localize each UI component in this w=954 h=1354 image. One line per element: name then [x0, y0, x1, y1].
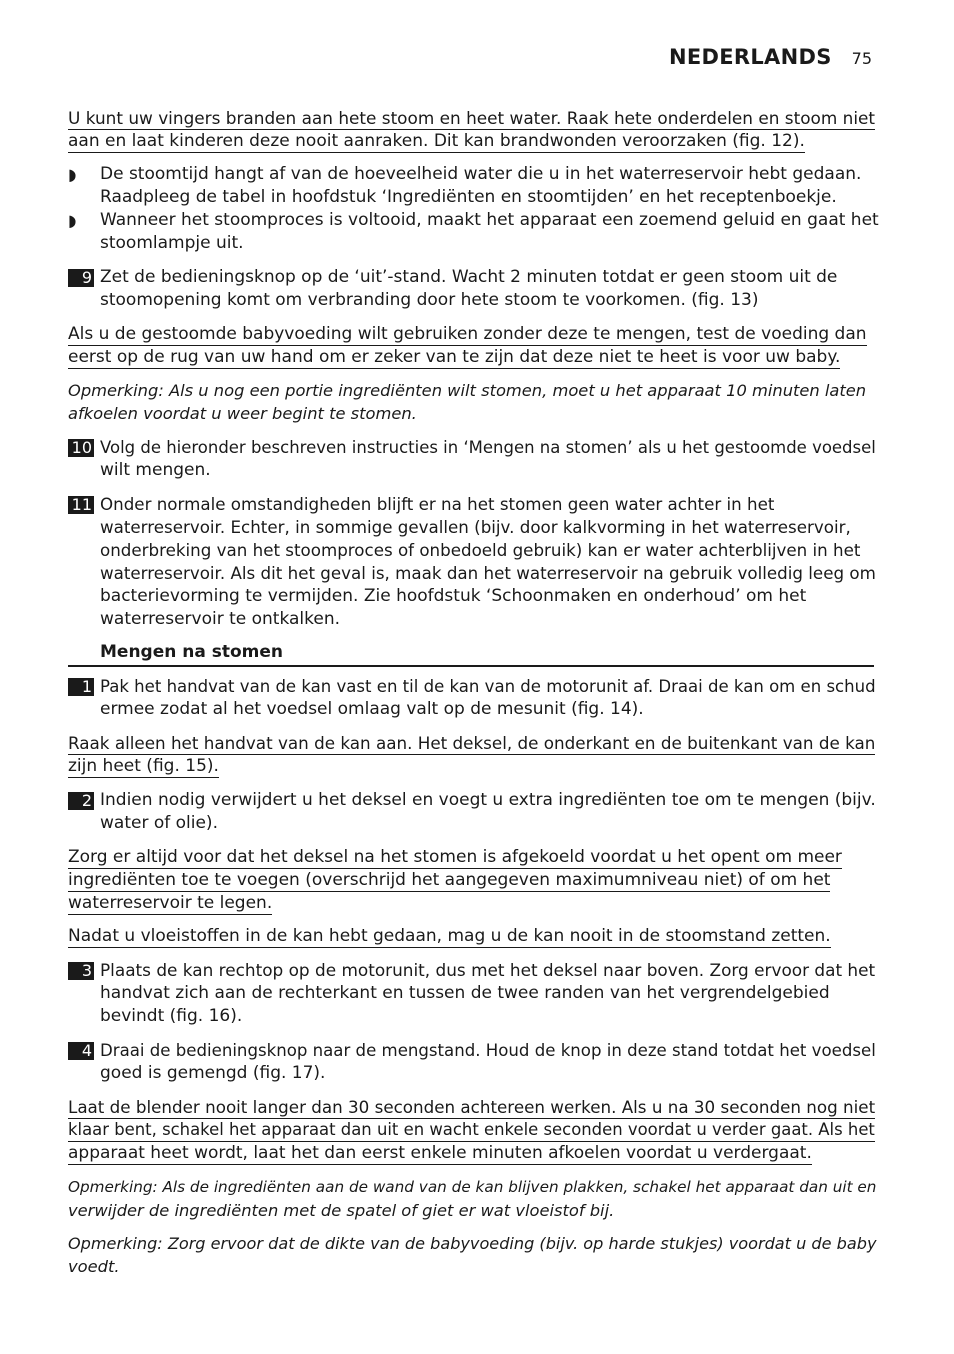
bullet-line: De stoomtijd hangt af van de hoeveelheid water die u in het waterreservoir hebt gedaan. — [100, 164, 862, 184]
warning-test-food-temperature — [68, 323, 867, 369]
step-number-badge: 11 — [68, 496, 94, 514]
warning-line: aan en laat kinderen deze nooit aanraken. Dit kan brandwonden veroorzaken (fig. 12). — [68, 131, 805, 151]
warning-line: Laat de blender nooit langer dan 30 seconden achtereen werken. Als u na 30 seconden nog niet — [68, 1097, 876, 1117]
step-number-badge: 1 — [68, 678, 94, 696]
section-heading — [68, 641, 874, 667]
step-line: Zet de bedieningsknop op de ‘uit’-stand. Wacht 2 minuten totdat er geen stoom uit de — [100, 267, 838, 287]
note-line: voedt. — [68, 1257, 120, 1276]
warning-line: waterreservoir te legen. — [68, 893, 273, 913]
bullet-line: Raadpleeg de tabel in hoofdstuk ‘Ingrediënten en stoomtijden’ en het receptenboekje. — [100, 187, 837, 207]
note-cooldown — [68, 379, 866, 425]
step-line: Pak het handvat van de kan vast en til de kan van de motorunit af. Draai de kan om en schud — [100, 677, 876, 696]
bullet-line: Wanneer het stoomproces is voltooid, maakt het apparaat een zoemend geluid en gaat het — [100, 210, 879, 230]
page-header — [669, 45, 872, 69]
step-10 — [68, 436, 874, 482]
bullet-item — [68, 209, 879, 255]
page-number: 75 — [851, 49, 872, 68]
step-line: handvat zich aan de rechterkant en tussen de twee randen van het vergrendelgebied — [100, 983, 830, 1003]
warning-lid-cooled — [68, 846, 842, 915]
note-line: Opmerking: Als de ingrediënten aan de wand van de kan blijven plakken, schakel het apparaat dan uit en — [68, 1178, 877, 1196]
step-line: Indien nodig verwijdert u het deksel en voegt u extra ingrediënten toe om te mengen (bijv. — [100, 790, 876, 810]
warning-line: Als u de gestoomde babyvoeding wilt gebruiken zonder deze te mengen, test de voeding dan — [68, 324, 867, 344]
warning-blender-time — [68, 1096, 875, 1165]
step-number-badge: 10 — [68, 439, 94, 457]
note-line: Opmerking: Als u nog een portie ingrediënten wilt stomen, moet u het apparaat 10 minuten laten — [68, 381, 867, 400]
step-11 — [68, 493, 874, 631]
step-number-badge: 3 — [68, 962, 94, 980]
step-line: waterreservoir. Als dit het geval is, maak dan het waterreservoir na gebruik volledig leeg om — [100, 564, 876, 583]
note-food-thickness — [68, 1232, 876, 1278]
warning-jar-handle — [68, 732, 875, 778]
step-line: stoomopening komt om verbranding door hete stoom te voorkomen. (fig. 13) — [100, 290, 759, 310]
step-line: water of olie). — [100, 813, 218, 833]
warning-line: zijn heet (fig. 15). — [68, 756, 219, 776]
warning-liquids — [68, 925, 831, 948]
mix-step-4 — [68, 1039, 874, 1085]
warning-line: klaar bent, schakel het apparaat dan uit en wacht enkele seconden voordat u verder gaat. Als het — [68, 1119, 875, 1142]
step-number-badge: 2 — [68, 792, 94, 810]
warning-line: Nadat u vloeistoffen in de kan hebt gedaan, mag u de kan nooit in de stoomstand zetten. — [68, 926, 831, 946]
warning-hot-steam — [68, 107, 875, 153]
step-line: goed is gemengd (fig. 17). — [100, 1063, 326, 1083]
warning-line: Raak alleen het handvat van de kan aan. Het deksel, de onderkant en de buitenkant van de kan — [68, 733, 876, 753]
step-line: bacterievorming te vermijden. Zie hoofdstuk ‘Schoonmaken en onderhoud’ om het — [100, 586, 807, 606]
mix-step-1 — [68, 675, 874, 721]
bullet-item — [68, 163, 874, 209]
step-line: waterreservoir. Echter, in sommige gevallen (bijv. door kalkvorming in het waterreservoir, — [100, 518, 851, 537]
step-line: bevindt (fig. 16). — [100, 1006, 243, 1026]
warning-line: eerst op de rug van uw hand om er zeker van te zijn dat deze niet te heet is voor uw baby. — [68, 347, 841, 367]
bullet-icon: ◗ — [68, 165, 77, 184]
note-line: Opmerking: Zorg ervoor dat de dikte van de babyvoeding (bijv. op harde stukjes) voordat u de baby — [68, 1234, 877, 1253]
step-line: Plaats de kan rechtop op de motorunit, dus met het deksel naar boven. Zorg ervoor dat het — [100, 960, 876, 980]
note-sticking-ingredients — [68, 1176, 876, 1222]
warning-line: apparaat heet wordt, laat het dan eerst enkele minuten afkoelen voordat u verdergaat. — [68, 1143, 812, 1163]
step-line: Onder normale omstandigheden blijft er na het stomen geen water achter in het — [100, 495, 775, 514]
step-line: Draai de bedieningsknop naar de mengstand. Houd de knop in deze stand totdat het voedsel — [100, 1041, 876, 1060]
bullet-line: stoomlampje uit. — [100, 233, 244, 253]
warning-line: U kunt uw vingers branden aan hete stoom en heet water. Raak hete onderdelen en stoom niet — [68, 108, 876, 128]
note-line: afkoelen voordat u weer begint te stomen. — [68, 404, 417, 423]
warning-line: ingrediënten toe te voegen (overschrijd het aangegeven maximumniveau niet) of om het — [68, 870, 831, 890]
section-heading-text: Mengen na stomen — [100, 642, 284, 662]
step-line: wilt mengen. — [100, 460, 211, 480]
step-number-badge: 4 — [68, 1042, 94, 1060]
step-number-badge: 9 — [68, 269, 94, 287]
step-line: waterreservoir te ontkalken. — [100, 609, 341, 629]
step-line: Volg de hieronder beschreven instructies in ‘Mengen na stomen’ als u het gestoomde voedsel — [100, 438, 876, 457]
warning-line: Zorg er altijd voor dat het deksel na het stomen is afgekoeld voordat u het opent om meer — [68, 847, 842, 867]
bullet-icon: ◗ — [68, 211, 77, 230]
note-line: verwijder de ingrediënten met de spatel of giet er wat vloeistof bij. — [68, 1201, 615, 1220]
mix-step-2 — [68, 789, 874, 835]
step-line: ermee zodat al het voedsel omlaag valt op de mesunit (fig. 14). — [100, 699, 644, 719]
step-line: onderbreking van het stoomproces of onbedoeld gebruik) kan er water achterblijven in het — [100, 541, 861, 560]
language-label: NEDERLANDS — [669, 45, 832, 69]
mix-step-3 — [68, 959, 874, 1028]
step-9 — [68, 266, 874, 312]
